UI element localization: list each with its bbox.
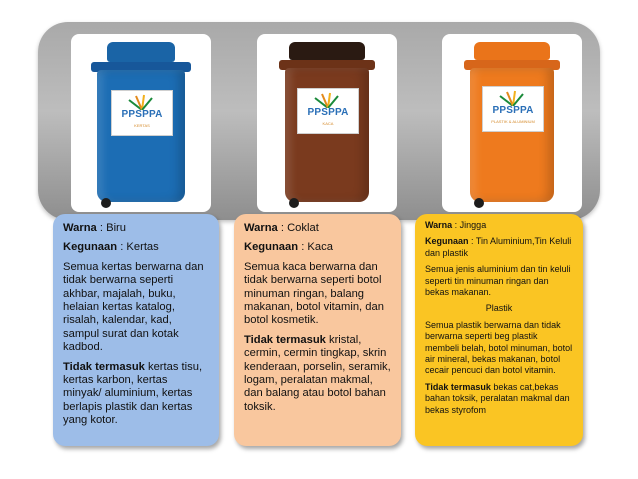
exclusions-label: Tidak termasuk: [425, 381, 491, 392]
kegunaan-label: Kegunaan: [425, 236, 469, 247]
wheel-icon: [289, 198, 299, 208]
kegunaan-line: [63, 241, 209, 254]
ppsppa-logo-icon: [498, 90, 528, 106]
exclusions: [244, 334, 391, 414]
kegunaan-line: [425, 236, 573, 259]
warna-value: : Biru: [96, 222, 127, 234]
exclusions-label: Tidak termasuk: [244, 333, 326, 346]
description: Semua kertas berwarna dan tidak berwarna seperti akhbar, majalah, buku, helaian kertas katalog, risalah, kalendar, kad, sampul surat dan kotak kadbod.: [63, 260, 204, 354]
warna-label: Warna: [63, 222, 97, 234]
bin-body: [97, 70, 185, 202]
kegunaan-line: [244, 241, 391, 254]
brown-bin: [275, 42, 379, 210]
orange-bin: [460, 42, 564, 210]
logo-text: PPSPPA: [307, 107, 349, 118]
bin-lid: [107, 42, 175, 62]
description: Semua jenis aluminium dan tin keluli seperti tin minuman ringan dan bekas makanan.: [425, 264, 571, 298]
warna-label: Warna: [244, 222, 278, 234]
ppsppa-logo-icon: [313, 92, 343, 108]
orange-bin-info-card: [415, 214, 583, 446]
kegunaan-value: : Tin Aluminium,Tin Keluli dan plastik: [425, 236, 572, 258]
brown-bin-info-card: [234, 214, 401, 446]
blue-bin: [89, 42, 193, 210]
warna-line: [63, 222, 209, 235]
warna-line: [244, 222, 391, 235]
bin-body: [285, 68, 369, 202]
orange-bin-photo: [442, 34, 582, 212]
blue-bin-photo: [71, 34, 211, 212]
bin-label: [111, 90, 173, 136]
warna-label: Warna: [425, 220, 453, 230]
logo-text: PPSPPA: [121, 109, 163, 120]
wheel-icon: [101, 198, 111, 208]
bin-label: [482, 86, 544, 132]
exclusions-value: bekas cat,bekas bahan toksik, peralatan makmal dan bekas styrofom: [425, 381, 570, 415]
exclusions-value: kristal, cermin, cermin tingkap, skrin kenderaan, porselin, seramik, logam, peralatan makmal, dan balang atau botol bahan toksik.: [244, 333, 391, 413]
blue-bin-info-card: [53, 214, 219, 446]
brown-bin-photo: [257, 34, 397, 212]
ppsppa-logo-icon: [127, 94, 157, 110]
warna-value: : Jingga: [452, 220, 487, 230]
kegunaan-label: Kegunaan: [63, 241, 118, 254]
exclusions-value: kertas tisu, kertas karbon, kertas minyak/ aluminium, kertas berlapis plastik dan kertas yang kotor.: [63, 360, 203, 427]
logo-subtext: PLASTIK & ALUMINIUM: [491, 119, 535, 124]
description-plastik: Semua plastik berwarna dan tidak berwarna seperti beg plastik membeli belah, botol minuman, botol air mineral, bekas makanan, botol cecair pencuci dan botol vitamin.: [425, 319, 573, 376]
warna-line: [425, 220, 573, 231]
kegunaan-value: : Kaca: [298, 241, 333, 254]
plastik-heading: Plastik: [485, 303, 513, 314]
exclusions: [425, 382, 573, 416]
bin-lid: [474, 42, 550, 60]
description: Semua kaca berwarna dan tidak berwarna seperti botol minuman ringan, balang makanan, botol vitamin, dan botol kosmetik.: [244, 260, 384, 327]
bin-lid: [289, 42, 365, 60]
logo-subtext: KERTAS: [134, 123, 150, 128]
warna-value: : Coklat: [277, 222, 319, 234]
bin-label: [297, 88, 359, 134]
exclusions: [63, 361, 209, 428]
logo-subtext: KACA: [322, 121, 334, 126]
bin-body: [470, 68, 554, 202]
logo-text: PPSPPA: [492, 105, 534, 116]
wheel-icon: [474, 198, 484, 208]
exclusions-label: Tidak termasuk: [63, 360, 145, 373]
kegunaan-label: Kegunaan: [244, 241, 299, 254]
kegunaan-value: : Kertas: [117, 241, 159, 254]
